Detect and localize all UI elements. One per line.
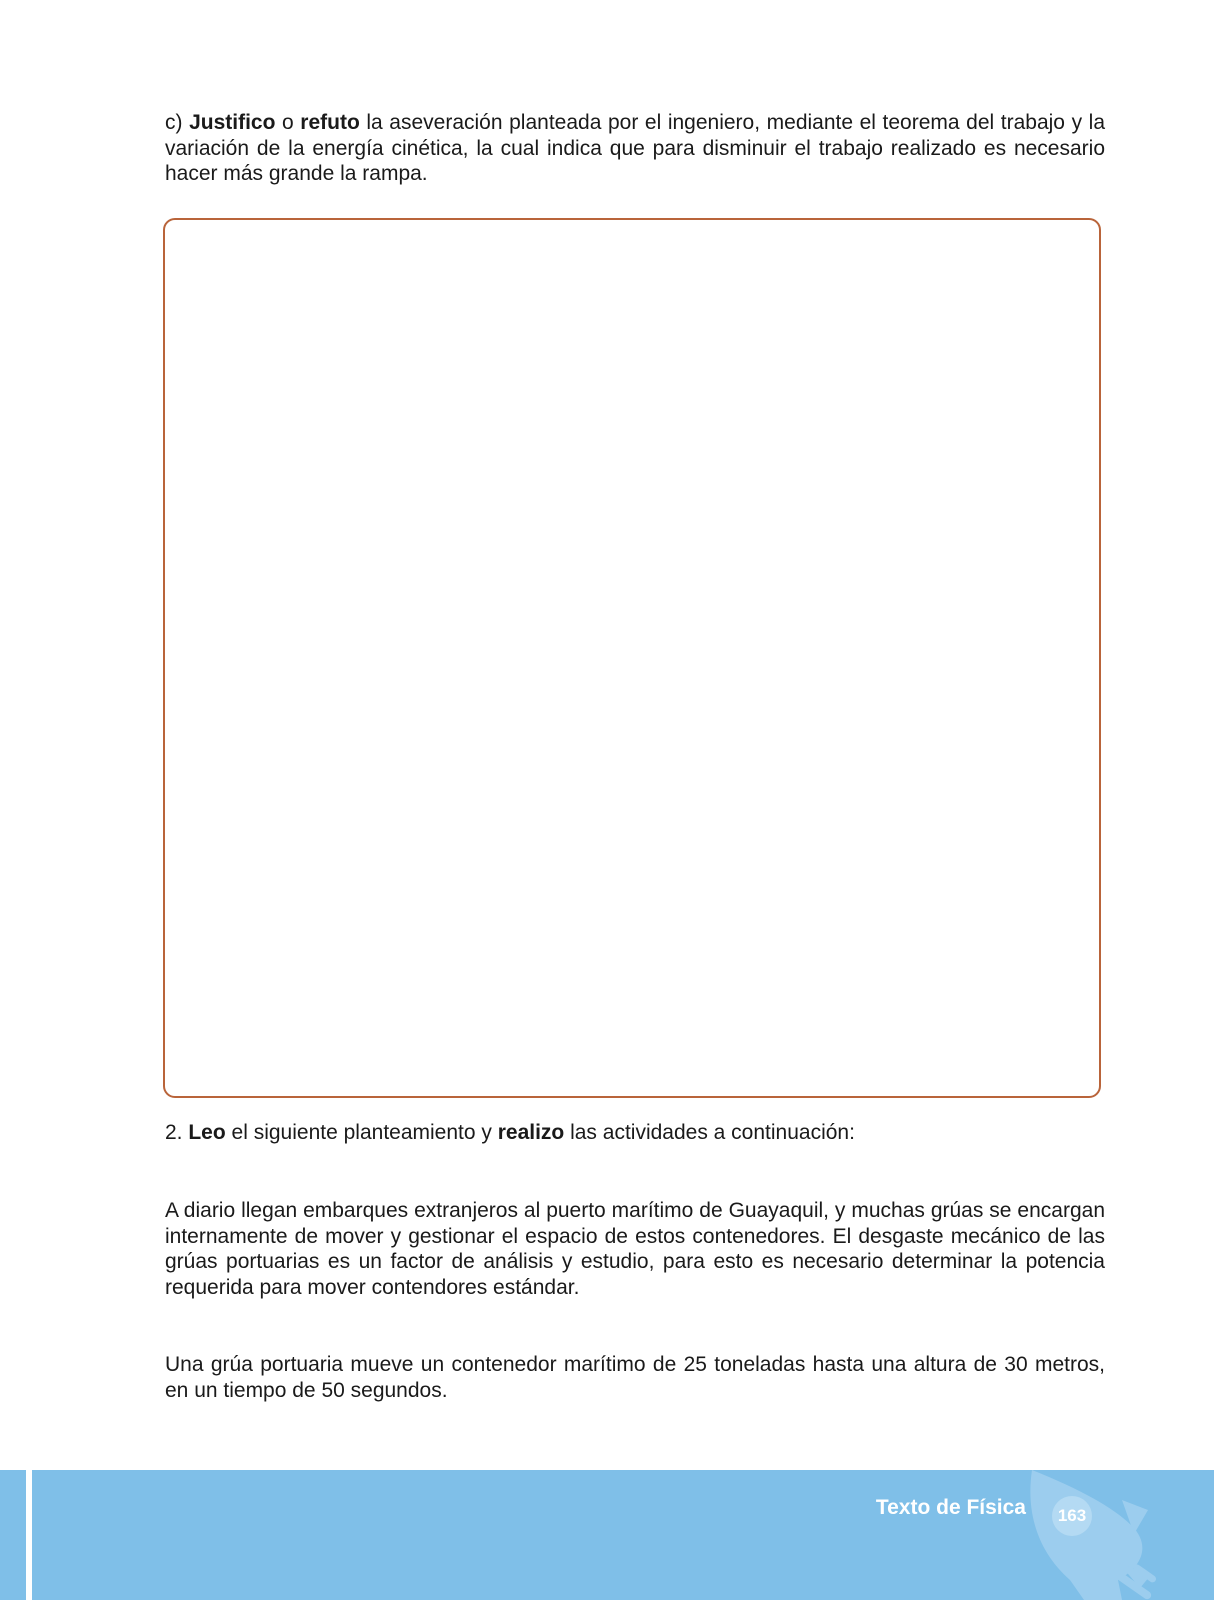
question-2 bbox=[165, 1120, 1105, 1146]
instruction-c-prefix: c) bbox=[165, 111, 190, 134]
problem-paragraph: Una grúa portuaria mueve un contenedor marítimo de 25 toneladas hasta una altura de 30 metros, en un tiempo de 50 segundos. bbox=[165, 1353, 1105, 1402]
context-paragraph: A diario llegan embarques extranjeros al puerto marítimo de Guayaquil, y muchas grúas se encargan internamente de mover y gestionar el espacio de estos contenedores. El desgaste mecánico de las grúas portuarias es un factor de análisis y estudio, para esto es necesario determinar la potencia requerida para mover contendores estándar. bbox=[165, 1199, 1105, 1299]
instruction-c-text: la aseveración planteada por el ingeniero, mediante el teorema del trabajo y la variación de la energía cinética, la cual indica que para disminuir el trabajo realizado es necesario hacer más grande la rampa. bbox=[165, 111, 1105, 185]
page-number: 163 bbox=[1057, 1506, 1087, 1525]
instruction-c-verb-justify: Justifico bbox=[189, 111, 276, 134]
footer-title: Texto de Física bbox=[875, 1496, 1026, 1519]
footer-stripe bbox=[26, 1470, 32, 1600]
page-footer bbox=[0, 1470, 1214, 1600]
answer-box[interactable] bbox=[163, 218, 1101, 1098]
rocket-icon bbox=[1022, 1470, 1202, 1600]
instruction-c-verb-refute: refuto bbox=[300, 111, 360, 134]
question-2-rest: las actividades a continuación: bbox=[564, 1121, 855, 1144]
question-2-number: 2. bbox=[165, 1121, 189, 1144]
question-2-verb-do: realizo bbox=[497, 1121, 565, 1144]
instruction-c-connector: o bbox=[275, 111, 301, 134]
question-2-mid: el siguiente planteamiento y bbox=[225, 1121, 498, 1144]
question-2-verb-read: Leo bbox=[188, 1121, 226, 1144]
instruction-c bbox=[165, 110, 1105, 187]
